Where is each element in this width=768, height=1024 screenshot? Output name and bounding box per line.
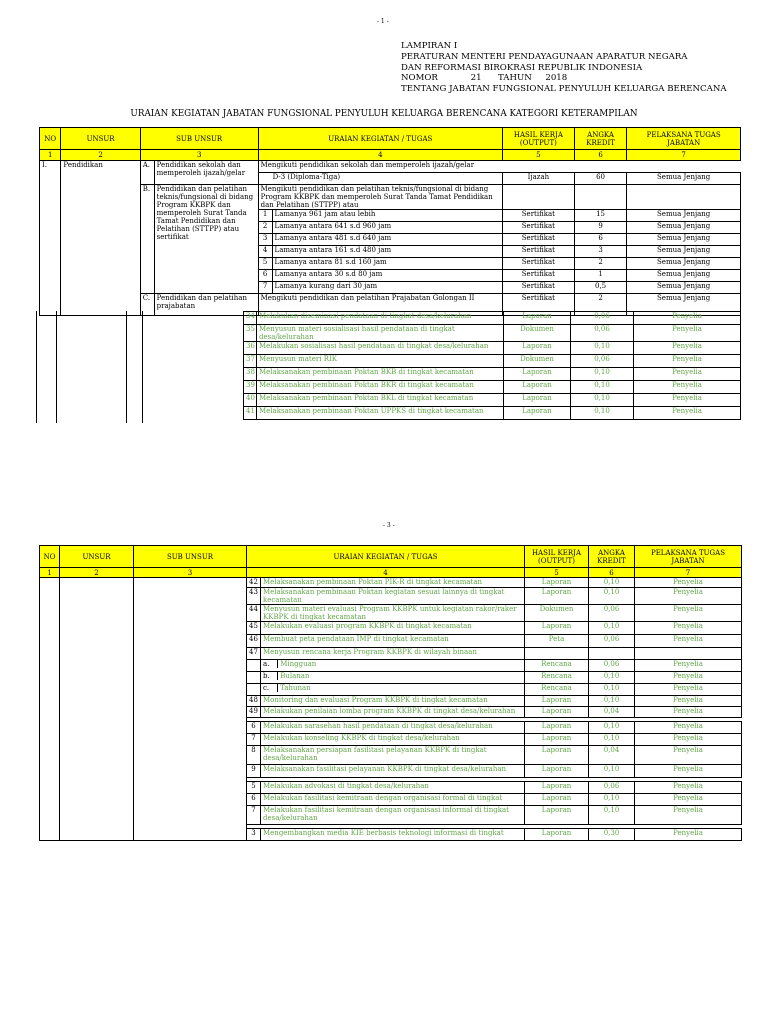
hasil-cell: Laporan xyxy=(525,707,589,718)
angka-cell: 0,06 xyxy=(571,355,634,368)
col-number: 4 xyxy=(258,150,502,161)
row-number: 3 xyxy=(247,829,261,841)
row-number: 37 xyxy=(244,355,257,368)
angka-cell: 2 xyxy=(574,258,627,270)
pelaksana-cell: Penyelia xyxy=(635,746,742,765)
col-number: 7 xyxy=(627,150,741,161)
table-row xyxy=(244,342,741,355)
row-number: 8 xyxy=(247,746,261,765)
table-row xyxy=(244,325,741,342)
uraian-item: Mengembangkan media KIE berbasis teknologi informasi di tingkat xyxy=(261,829,525,841)
col-header-unsur: UNSUR xyxy=(61,128,140,150)
col-number: 3 xyxy=(134,568,247,578)
col-header-no: NO xyxy=(40,546,60,568)
angka-cell: 0,10 xyxy=(571,381,634,394)
pelaksana-cell: Penyelia xyxy=(634,355,741,368)
pelaksana-cell: Semua Jenjang xyxy=(627,210,741,222)
pelaksana-cell: Semua Jenjang xyxy=(627,246,741,258)
angka-cell: 0,5 xyxy=(574,282,627,294)
uraian-item: Menyusun materi RIK xyxy=(257,355,504,368)
uraian-item: Melakukan sosialisasi hasil pendataan di tingkat desa/kelurahan xyxy=(257,342,504,355)
row-number: 7 xyxy=(247,734,261,746)
col-header-hasil: HASIL KERJA (OUTPUT) xyxy=(525,546,589,568)
pelaksana-cell: Penyelia xyxy=(635,672,742,684)
uraian-item: Mengikuti pendidikan dan pelatihan Prajabatan Golongan II xyxy=(258,294,502,316)
pelaksana-cell: Semua Jenjang xyxy=(627,258,741,270)
table-row xyxy=(40,578,742,588)
row-number: 46 xyxy=(247,635,261,648)
pelaksana-cell: Penyelia xyxy=(634,368,741,381)
hasil-cell: Laporan xyxy=(525,765,589,778)
pelaksana-cell: Penyelia xyxy=(635,696,742,707)
hasil-cell xyxy=(525,648,589,660)
angka-cell: 0,06 xyxy=(571,312,634,325)
row-number: 35 xyxy=(244,325,257,342)
page-number: - 3 - xyxy=(383,522,395,529)
hasil-cell: Rencana xyxy=(525,684,589,696)
col-header-sub-unsur: SUB UNSUR xyxy=(140,128,258,150)
uraian-item: Melakukan penilaian lomba program KKBPK di tingkat desa/kelurahan xyxy=(261,707,525,718)
lampiran-block xyxy=(401,41,727,95)
angka-cell: 9 xyxy=(574,222,627,234)
lampiran-line: PERATURAN MENTERI PENDAYAGUNAAN APARATUR NEGARA xyxy=(401,51,688,62)
pelaksana-cell: Penyelia xyxy=(635,635,742,648)
col-header-no: NO xyxy=(40,128,61,150)
hasil-cell: Laporan xyxy=(504,368,571,381)
pelaksana-cell: Penyelia xyxy=(635,734,742,746)
row-number: 6 xyxy=(247,794,261,806)
hasil-cell: Rencana xyxy=(525,672,589,684)
angka-cell: 0,10 xyxy=(589,578,635,588)
hasil-cell: Dokumen xyxy=(525,605,589,622)
uraian-heading: Mengikuti pendidikan sekolah dan memperoleh ijazah/gelar xyxy=(258,161,740,173)
angka-cell: 0,10 xyxy=(571,342,634,355)
hasil-cell: Laporan xyxy=(525,806,589,825)
col-number: 5 xyxy=(502,150,574,161)
pelaksana-cell: Penyelia xyxy=(634,325,741,342)
uraian-item: Melakukan evaluasi program KKBPK di tingkat kecamatan xyxy=(261,622,525,635)
uraian-item: Melaksanakan pembinaan Poktan BKB di tingkat kecamatan xyxy=(257,368,504,381)
angka-cell: 60 xyxy=(574,173,627,185)
pelaksana-cell: Penyelia xyxy=(634,407,741,420)
angka-cell: 0,06 xyxy=(589,605,635,622)
col-header-pelaksana: PELAKSANA TUGAS JABATAN xyxy=(635,546,742,568)
row-number: 48 xyxy=(247,696,261,707)
pelaksana-cell: Semua Jenjang xyxy=(627,282,741,294)
hasil-cell: Sertifikat xyxy=(502,258,574,270)
hasil-cell: Laporan xyxy=(504,407,571,420)
angka-cell: 0,10 xyxy=(589,622,635,635)
angka-cell: 0,04 xyxy=(589,746,635,765)
hasil-cell: Laporan xyxy=(525,746,589,765)
hasil-cell: Laporan xyxy=(504,312,571,325)
hasil-cell: Laporan xyxy=(525,734,589,746)
pelaksana-cell: Penyelia xyxy=(634,381,741,394)
hasil-cell: Sertifikat xyxy=(502,270,574,282)
pelaksana-cell: Penyelia xyxy=(635,684,742,696)
table-kegiatan-3 xyxy=(39,545,742,841)
row-number: 40 xyxy=(244,394,257,407)
sub-unsur-letter: B. xyxy=(140,185,154,294)
unsur-label: Pendidikan xyxy=(61,161,140,316)
angka-cell: 0,10 xyxy=(589,765,635,778)
hasil-cell: Sertifikat xyxy=(502,294,574,316)
pelaksana-cell: Penyelia xyxy=(635,588,742,605)
angka-cell: 0,10 xyxy=(571,368,634,381)
table-row xyxy=(244,381,741,394)
angka-cell: 0,10 xyxy=(571,407,634,420)
row-number: 4 xyxy=(258,246,272,258)
row-number: 42 xyxy=(247,578,261,588)
angka-cell: 0,10 xyxy=(589,588,635,605)
row-number: 9 xyxy=(247,765,261,778)
row-number: 5 xyxy=(247,782,261,794)
pelaksana-cell: Penyelia xyxy=(635,660,742,672)
pelaksana-cell: Penyelia xyxy=(635,782,742,794)
hasil-cell: Laporan xyxy=(525,782,589,794)
hasil-cell: Laporan xyxy=(525,722,589,734)
uraian-item: Lamanya antara 161 s.d 480 jam xyxy=(272,246,502,258)
uraian-item: Melakukan advokasi di tingkat desa/kelurahan xyxy=(261,782,525,794)
uraian-item: Melaksanakan persiapan fasilitasi pelayanan KKBPK di tingkat desa/kelurahan xyxy=(261,746,525,765)
sub-item-letter: b. xyxy=(263,672,278,680)
sub-unsur-letter: A. xyxy=(140,161,154,185)
angka-cell xyxy=(589,648,635,660)
row-number: 41 xyxy=(244,407,257,420)
uraian-item: Melakukan diseminasi pendataan di tingkat desa/kelurahan xyxy=(257,312,504,325)
angka-cell: 0,30 xyxy=(589,829,635,841)
uraian-item: Melaksanakan fasilitasi pelayanan KKBPK di tingkat desa/kelurahan xyxy=(261,765,525,778)
col-header-hasil: HASIL KERJA (OUTPUT) xyxy=(502,128,574,150)
angka-cell: 0,10 xyxy=(589,734,635,746)
hasil-cell: Laporan xyxy=(504,381,571,394)
table-row xyxy=(244,407,741,420)
hasil-cell: Laporan xyxy=(525,829,589,841)
angka-cell: 0,06 xyxy=(589,635,635,648)
hasil-cell: Dokumen xyxy=(504,325,571,342)
angka-cell: 2 xyxy=(574,294,627,316)
pelaksana-cell: Penyelia xyxy=(634,342,741,355)
hasil-cell: Laporan xyxy=(504,342,571,355)
hasil-cell: Peta xyxy=(525,635,589,648)
uraian-item: Mingguan xyxy=(280,660,317,668)
uraian-item: Menyusun materi sosialisasi hasil pendataan di tingkat desa/kelurahan xyxy=(257,325,504,342)
row-number: 36 xyxy=(244,342,257,355)
row-number: 7 xyxy=(247,806,261,825)
hasil-cell: Sertifikat xyxy=(502,222,574,234)
hasil-cell: Sertifikat xyxy=(502,210,574,222)
col-number: 4 xyxy=(247,568,525,578)
pelaksana-cell: Semua Jenjang xyxy=(627,294,741,316)
col-number: 6 xyxy=(574,150,627,161)
hasil-cell: Laporan xyxy=(525,794,589,806)
uraian-item: Melaksanakan pembinaan Poktan UPPKS di tingkat kecamatan xyxy=(257,407,504,420)
hasil-cell: Sertifikat xyxy=(502,282,574,294)
angka-cell: 0,04 xyxy=(589,707,635,718)
pelaksana-cell: Penyelia xyxy=(634,394,741,407)
pelaksana-cell: Penyelia xyxy=(635,707,742,718)
uraian-item: Monitoring dan evaluasi Program KKBPK di tingkat kecamatan xyxy=(261,696,525,707)
hasil-cell: Ijazah xyxy=(502,173,574,185)
col-header-sub-unsur: SUB UNSUR xyxy=(134,546,247,568)
uraian-item: Melakukan sarasehan hasil pendataan di tingkat desa/kelurahan xyxy=(261,722,525,734)
row-number: 3 xyxy=(258,234,272,246)
row-number: 39 xyxy=(244,381,257,394)
sub-unsur-label: Pendidikan sekolah dan memperoleh ijazah/gelar xyxy=(154,161,258,185)
col-number: 1 xyxy=(40,150,61,161)
col-number: 7 xyxy=(635,568,742,578)
uraian-item: Lamanya antara 81 s.d 160 jam xyxy=(272,258,502,270)
pelaksana-cell: Semua Jenjang xyxy=(627,234,741,246)
uraian-item: Melaksanakan pembinaan Poktan kegiatan sesuai lainnya di tingkat kecamatan xyxy=(261,588,525,605)
col-header-angka: ANGKA KREDIT xyxy=(589,546,635,568)
pelaksana-cell: Penyelia xyxy=(634,312,741,325)
row-number: 2 xyxy=(258,222,272,234)
table-row xyxy=(244,355,741,368)
uraian-item: Menyusun rencana kerja Program KKBPK di wilayah binaan xyxy=(261,648,525,660)
pelaksana-cell: Penyelia xyxy=(635,605,742,622)
sub-unsur-letter: C. xyxy=(140,294,154,316)
uraian-item: D-3 (Diploma-Tiga) xyxy=(258,173,502,185)
uraian-item: Melakukan konseling KKBPK di tingkat desa/kelurahan xyxy=(261,734,525,746)
col-header-pelaksana: PELAKSANA TUGAS JABATAN xyxy=(627,128,741,150)
hasil-cell: Laporan xyxy=(504,394,571,407)
lampiran-line: LAMPIRAN I xyxy=(401,41,458,51)
pelaksana-cell: Penyelia xyxy=(635,829,742,841)
col-header-angka: ANGKA KREDIT xyxy=(574,128,627,150)
col-number: 5 xyxy=(525,568,589,578)
uraian-item: Melaksanakan pembinaan Poktan BKL di tingkat kecamatan xyxy=(257,394,504,407)
uraian-item: Melaksanakan pembinaan Poktan PIK-R di tingkat kecamatan xyxy=(261,578,525,588)
row-number: 43 xyxy=(247,588,261,605)
pelaksana-cell: Penyelia xyxy=(635,722,742,734)
pelaksana-cell: Penyelia xyxy=(635,578,742,588)
row-number: 5 xyxy=(258,258,272,270)
uraian-item: Melaksanakan pembinaan Poktan BKR di tingkat kecamatan xyxy=(257,381,504,394)
hasil-cell: Rencana xyxy=(525,660,589,672)
hasil-cell: Laporan xyxy=(525,578,589,588)
row-number: 6 xyxy=(247,722,261,734)
uraian-item: Bulanan xyxy=(280,672,310,680)
angka-cell: 0,10 xyxy=(571,394,634,407)
angka-cell: 0,10 xyxy=(589,722,635,734)
col-header-uraian: URAIAN KEGIATAN / TUGAS xyxy=(247,546,525,568)
col-number: 2 xyxy=(61,150,140,161)
uraian-item: Lamanya antara 641 s.d 960 jam xyxy=(272,222,502,234)
page-title: URAIAN KEGIATAN JABATAN FUNGSIONAL PENYULUH KELUARGA BERENCANA KATEGORI KETERAMPILAN xyxy=(130,109,638,119)
angka-cell: 0,10 xyxy=(589,684,635,696)
pelaksana-cell xyxy=(635,648,742,660)
angka-cell: 0,10 xyxy=(589,794,635,806)
table-kegiatan-1 xyxy=(39,127,741,316)
uraian-item: Tahunan xyxy=(280,684,311,692)
unsur-number: I. xyxy=(40,161,61,316)
uraian-heading: Mengikuti pendidikan dan pelatihan teknis/fungsional di bidang Program KKBPK dan memperoleh Surat Tanda Tamat Pendidikan dan Pelatihan (STTPP) atau xyxy=(258,185,502,210)
row-number: 1 xyxy=(258,210,272,222)
lampiran-line: DAN REFORMASI BIROKRASI REPUBLIK INDONESIA xyxy=(401,62,643,73)
hasil-cell: Dokumen xyxy=(504,355,571,368)
angka-cell: 6 xyxy=(574,234,627,246)
uraian-item: Lamanya antara 481 s.d 640 jam xyxy=(272,234,502,246)
table-row xyxy=(244,312,741,325)
sub-unsur-label: Pendidikan dan pelatihan prajabatan xyxy=(154,294,258,316)
hasil-cell: Laporan xyxy=(525,622,589,635)
pelaksana-cell: Penyelia xyxy=(635,806,742,825)
pelaksana-cell: Penyelia xyxy=(635,622,742,635)
col-number: 2 xyxy=(60,568,134,578)
pelaksana-cell: Semua Jenjang xyxy=(627,173,741,185)
row-number: 7 xyxy=(258,282,272,294)
sub-unsur-label: Pendidikan dan pelatihan teknis/fungsional di bidang Program KKBPK dan memperoleh Surat Tanda Tamat Pendidikan dan Pelatihan (STTPP) atau sertifikat xyxy=(154,185,258,294)
angka-cell: 0,06 xyxy=(589,660,635,672)
col-number: 1 xyxy=(40,568,60,578)
col-header-unsur: UNSUR xyxy=(60,546,134,568)
col-header-uraian: URAIAN KEGIATAN / TUGAS xyxy=(258,128,502,150)
row-number: 47 xyxy=(247,648,261,660)
hasil-cell: Laporan xyxy=(525,588,589,605)
row-number: 44 xyxy=(247,605,261,622)
angka-cell: 0,06 xyxy=(589,782,635,794)
hasil-cell: Laporan xyxy=(525,696,589,707)
col-number: 3 xyxy=(140,150,258,161)
sub-item-letter: a. xyxy=(263,660,278,668)
pelaksana-cell: Semua Jenjang xyxy=(627,270,741,282)
uraian-item: Lamanya kurang dari 30 jam xyxy=(272,282,502,294)
table-row xyxy=(244,394,741,407)
table-row xyxy=(244,368,741,381)
hasil-cell: Sertifikat xyxy=(502,246,574,258)
lampiran-line: TENTANG JABATAN FUNGSIONAL PENYULUH KELUARGA BERENCANA xyxy=(401,84,727,95)
row-number: 45 xyxy=(247,622,261,635)
lampiran-line: NOMOR 21 TAHUN 2018 xyxy=(401,73,568,84)
page-number: - 1 - xyxy=(377,18,389,25)
col-number: 6 xyxy=(589,568,635,578)
angka-cell: 15 xyxy=(574,210,627,222)
row-number: 38 xyxy=(244,368,257,381)
angka-cell: 0,10 xyxy=(589,806,635,825)
uraian-item: Membuat peta pendataan IMP di tingkat kecamatan xyxy=(261,635,525,648)
angka-cell: 1 xyxy=(574,270,627,282)
pelaksana-cell: Penyelia xyxy=(635,794,742,806)
pelaksana-cell: Penyelia xyxy=(635,765,742,778)
uraian-item: Lamanya 961 jam atau lebih xyxy=(272,210,502,222)
uraian-item: Lamanya antara 30 s.d 80 jam xyxy=(272,270,502,282)
uraian-item: Melakukan fasilitasi kemitraan dengan organisasi formal di tingkat xyxy=(261,794,525,806)
angka-cell: 0,06 xyxy=(571,325,634,342)
angka-cell: 0,10 xyxy=(589,672,635,684)
pelaksana-cell: Semua Jenjang xyxy=(627,222,741,234)
angka-cell: 0,10 xyxy=(589,696,635,707)
row-number: 34 xyxy=(244,312,257,325)
hasil-cell: Sertifikat xyxy=(502,234,574,246)
table-kegiatan-2 xyxy=(243,311,741,420)
angka-cell: 3 xyxy=(574,246,627,258)
uraian-item: Melakukan fasilitasi kemitraan dengan organisasi informal di tingkat desa/kelurahan xyxy=(261,806,525,825)
sub-item-letter: c. xyxy=(263,684,278,692)
row-number: 6 xyxy=(258,270,272,282)
uraian-item: Menyusun materi evaluasi Program KKBPK untuk kegiatan rakor/raker KKBPK di tingkat kecamatan xyxy=(261,605,525,622)
row-number: 49 xyxy=(247,707,261,718)
